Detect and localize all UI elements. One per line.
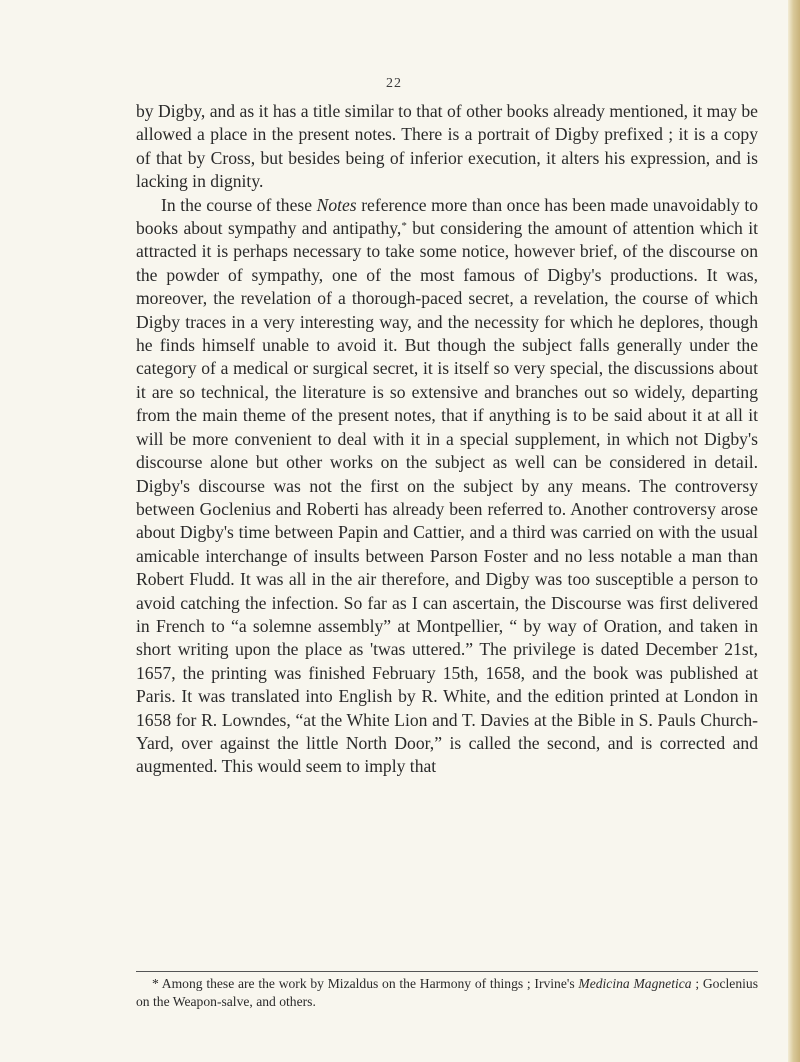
footnotes [136,971,758,1010]
text-run: reference more than once has been made unavoidably to books about sympathy and antipathy, [136,194,758,239]
italic-text: Medicina Magnetica [578,976,692,991]
italic-text: Notes [316,194,357,215]
footnote-marker: * [401,220,407,233]
paragraph [136,194,758,779]
text-run: In the course of these [161,194,317,215]
page-edge [788,0,800,1062]
text-run: * Among these are the work by Mizaldus on the Harmony of things ; Irvine's [152,976,579,991]
footnote [136,975,758,1010]
text-run: but considering the amount of attention which it attracted it is perhaps necessary to take some notice, however brief, of the discourse on the powder of sympathy, one of the most famous of Digby's productions. It was, moreover, the revelation of a thorough-paced secret, a revelation, the course of which Digby traces in a very interesting way, and the necessity for which he deplores, though he finds himself unable to avoid it. But though the subject falls generally under the category of a medical or surgical secret, it is itself so very special, the discussions about it are so technical, the literature is so extensive and branches out so widely, departing from the main theme of the present notes, that if anything is to be said about it at all it will be more convenient to deal with it in a special supplement, in which not Digby's discourse alone but other works on the subject as well can be considered in detail. Digby's discourse was not the first on the subject by any means. The controversy between Goclenius and Roberti has already been referred to. Another controversy arose about Digby's time between Papin and Cattier, and a third was carried on with the usual amicable interchange of insults between Parson Foster and no less notable a man than Robert Fludd. It was all in the air therefore, and Digby was too susceptible a person to avoid catching the infection. So far as I can ascertain, the Discourse was first delivered in French to “a solemne assembly” at Montpellier, “ by way of Oration, and taken in short writing upon the place as 'twas uttered.” The privilege is dated December 21st, 1657, the printing was finished February 15th, 1658, and the book was published at Paris. It was translated into English by R. White, and the edition printed at London in 1658 for R. Lowndes, “at the White Lion and T. Davies at the Bible in S. Pauls Church-Yard, over against the little North Door,” is called the second, and is corrected and augmented. This would seem to imply that [136,218,758,777]
paragraph [136,100,758,194]
text-run: ; Goclenius on the Weapon-salve, and others. [136,976,758,1009]
text-run: by Digby, and as it has a title similar to that of other books already mentioned, it may be allowed a place in the present notes. There is a portrait of Digby prefixed ; it is a copy of that by Cross, but besides being of inferior execution, it alters his expression, and is lacking in dignity. [136,101,758,192]
body-text [136,100,758,779]
page-number: 22 [386,76,402,91]
